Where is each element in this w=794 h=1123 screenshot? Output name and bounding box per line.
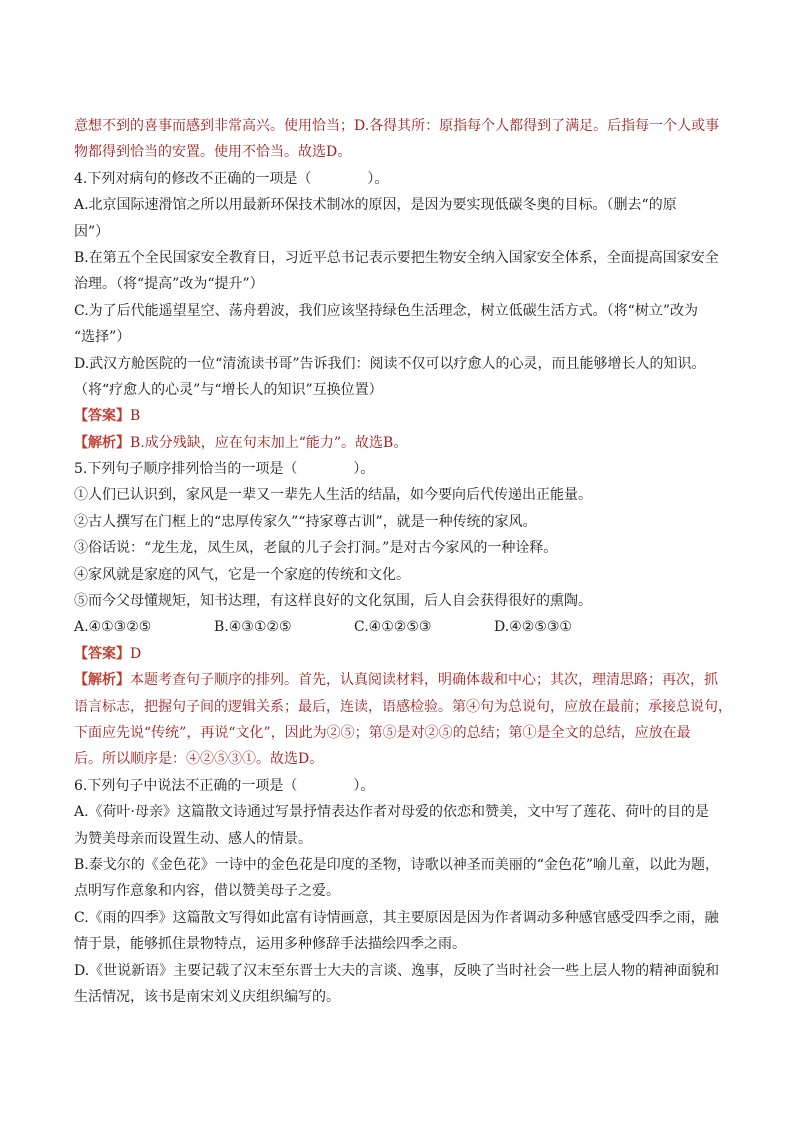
text-line — [74, 298, 724, 324]
line-text: 5.下列句子顺序排列恰当的一项是（ ）。 — [74, 461, 375, 478]
text-line — [74, 219, 724, 245]
line-text: ④家风就是家庭的风气，它是一个家庭的传统和文化。 — [74, 566, 410, 583]
text-line — [74, 166, 724, 192]
text-line — [74, 377, 724, 403]
line-text: 意想不到的喜事而感到非常高兴。使用恰当；D.各得其所：原指每个人都得到了满足。后指每一个人或事 — [74, 118, 720, 134]
text-line — [74, 351, 724, 377]
text-line — [74, 139, 724, 165]
analysis-label: 【解析】 — [74, 434, 130, 451]
text-line — [74, 456, 724, 482]
text-line — [74, 720, 724, 746]
text-line — [74, 482, 724, 508]
line-text: C.《雨的四季》这篇散文写得如此富有诗情画意，其主要原因是因为作者调动多种感官感受四季之雨，融 — [74, 909, 719, 926]
answer-label: 【答案】 — [74, 408, 130, 425]
text-line — [74, 905, 724, 931]
answer-label: 【答案】 — [74, 645, 130, 662]
text-line — [74, 535, 724, 561]
line-text: ③俗话说：“龙生龙，凤生凤，老鼠的儿子会打洞。”是对古今家风的一种诠释。 — [74, 540, 558, 557]
text-line — [74, 931, 724, 957]
line-text: “选择”） — [74, 329, 131, 346]
line-text: （将“疗愈人的心灵”与“增长人的知识”互换位置） — [74, 381, 383, 398]
line-text: B.成分残缺，应在句末加上“能力”。故选B。 — [130, 434, 408, 451]
line-text: 物都得到恰当的安置。使用不恰当。故选D。 — [74, 144, 352, 161]
q5-option-d: D.④②⑤③① — [494, 619, 572, 636]
line-text: ②古人撰写在门框上的“忠厚传家久”“持家尊古训”，就是一种传统的家风。 — [74, 513, 537, 530]
text-line — [74, 878, 724, 904]
line-text: C.为了后代能遥望星空、荡舟碧波，我们应该坚持绿色生活理念，树立低碳生活方式。（将“树立”改为 — [74, 302, 698, 319]
line-text: 6.下列句子中说法不正确的一项是（ ）。 — [74, 777, 375, 794]
text-line — [74, 773, 724, 799]
text-line — [74, 113, 724, 139]
q5-option-a: A.④①③②⑤ — [74, 619, 152, 636]
text-line — [74, 852, 724, 878]
text-line — [74, 403, 724, 429]
line-text: 本题考查句子顺序的排列。首先，认真阅读材料，明确体裁和中心；其次，理清思路；再次，抓 — [130, 672, 718, 689]
line-text: A.北京国际速滑馆之所以用最新环保技术制冰的原因，是因为要实现低碳冬奥的目标。（删去“的原 — [74, 197, 677, 214]
text-line — [74, 324, 724, 350]
q5-option-c: C.④①②⑤③ — [354, 619, 432, 636]
line-text: 4.下列对病句的修改不正确的一项是（ ）。 — [74, 170, 389, 187]
line-text: B.泰戈尔的《金色花》一诗中的金色花是印度的圣物，诗歌以神圣而美丽的“金色花”喻儿童，以此为题， — [74, 856, 720, 873]
text-line — [74, 245, 724, 271]
line-text: ⑤而今父母懂规矩，知书达理，有这样良好的文化氛围，后人自会获得很好的熏陶。 — [74, 593, 592, 610]
line-text: 为赞美母亲而设置生动、感人的情景。 — [74, 830, 312, 847]
text-line — [74, 984, 724, 1010]
text-line — [74, 667, 724, 693]
text-line — [74, 694, 732, 720]
line-text: B.在第五个全民国家安全教育日，习近平总书记表示要把生物安全纳入国家安全体系，全面提高国家安全 — [74, 249, 719, 266]
q5-option-b: B.④③①②⑤ — [214, 619, 292, 636]
line-text: D.《世说新语》主要记载了汉末至东晋士大夫的言谈、逸事，反映了当时社会一些上层人物的精神面貌和 — [74, 962, 720, 979]
text-line — [74, 562, 724, 588]
line-text: 治理。（将“提高”改为“提升”） — [74, 276, 264, 293]
line-text: 语言标志，把握句子间的逻辑关系；最后，连读，语感检验。第④句为总说句，应放在最前；承接总说句， — [74, 698, 732, 715]
text-line — [74, 509, 724, 535]
line-text: A.《荷叶·母亲》这篇散文诗通过写景抒情表达作者对母爱的依恋和赞美，文中写了莲花、荷叶的目的是 — [74, 804, 710, 821]
text-line — [74, 430, 724, 456]
text-line — [74, 641, 724, 667]
line-text: 情于景，能够抓住景物特点，运用多种修辞手法描绘四季之雨。 — [74, 936, 466, 953]
line-text: 因”） — [74, 223, 110, 240]
line-text: 生活情况，该书是南宋刘义庆组织编写的。 — [74, 988, 340, 1005]
text-line — [74, 799, 724, 825]
line-text: 后。所以顺序是：④②⑤③①。故选D。 — [74, 751, 324, 768]
text-line — [74, 192, 724, 218]
line-text: 下面应先说“传统”，再说“文化”，因此为②⑤；第⑤是对②⑤的总结；第①是全文的总结，应放在最 — [74, 724, 691, 741]
text-block-q4-q5 — [74, 113, 724, 614]
line-text: B — [130, 408, 141, 425]
text-block-q5-q6 — [74, 641, 732, 1010]
line-text: D.武汉方舱医院的一位“清流读书哥”告诉我们：阅读不仅可以疗愈人的心灵，而且能够增长人的知识。 — [74, 355, 706, 372]
text-line — [74, 826, 724, 852]
line-text: ①人们已认识到，家风是一辈又一辈先人生活的结晶，如今要向后代传递出正能量。 — [74, 487, 592, 504]
analysis-label: 【解析】 — [74, 672, 130, 689]
q5-options-row — [74, 614, 724, 640]
text-line — [74, 746, 724, 772]
text-line — [74, 271, 724, 297]
document-page — [74, 113, 732, 1010]
line-text: D — [130, 645, 142, 662]
text-line — [74, 588, 724, 614]
text-line — [74, 958, 724, 984]
line-text: 点明写作意象和内容，借以赞美母子之爱。 — [74, 883, 340, 900]
